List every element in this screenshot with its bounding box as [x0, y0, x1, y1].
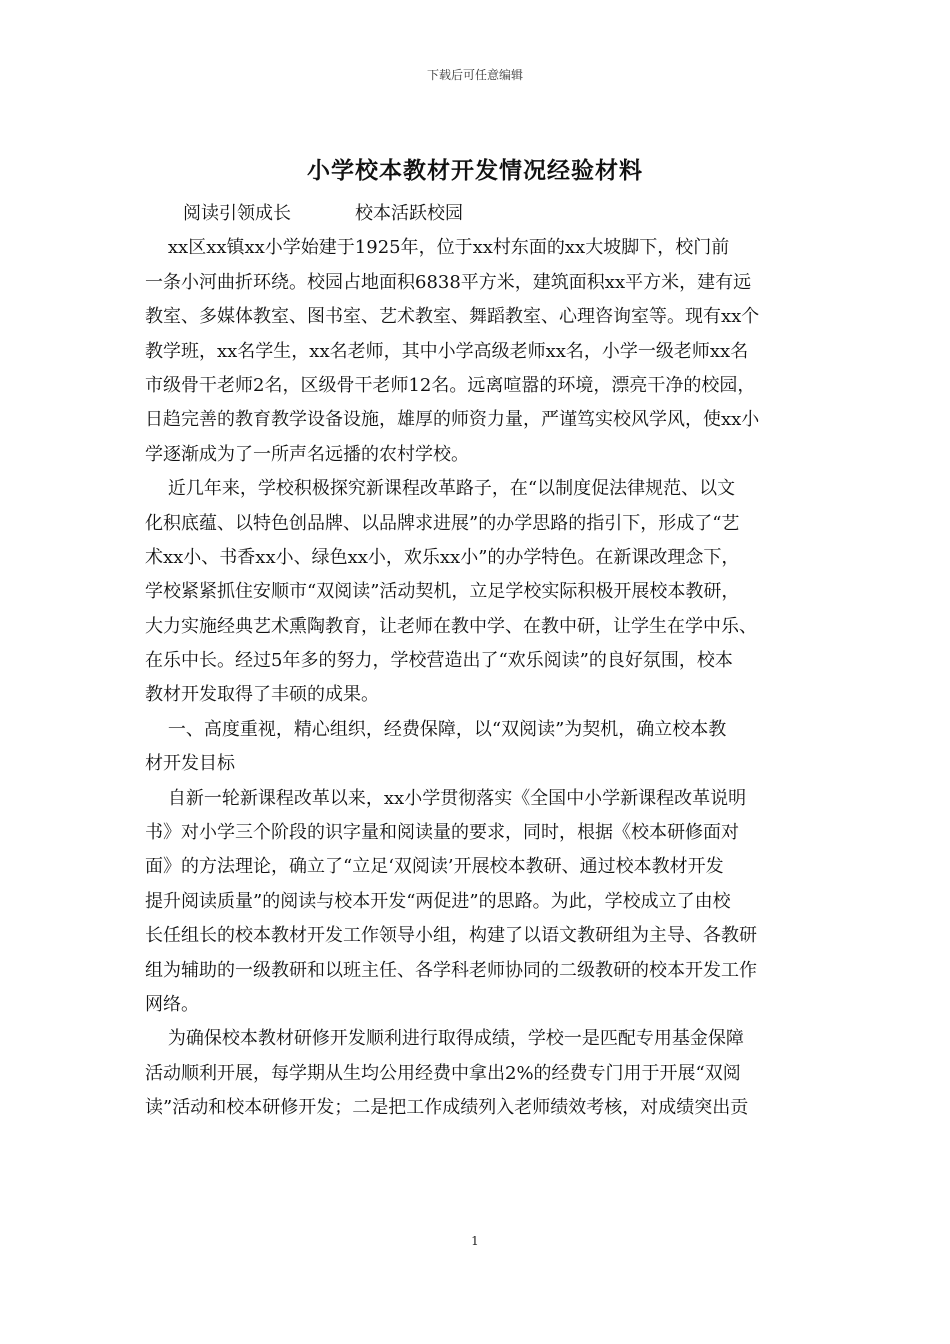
body-line: 网络。	[145, 993, 199, 1015]
body-line: 一条小河曲折环绕。校园占地面积6838平方米，建筑面积xx平方米，建有远	[145, 271, 752, 293]
body-line: 日趋完善的教育教学设备设施，雄厚的师资力量，严谨笃实校风学风，使xx小	[145, 409, 760, 431]
body-line: 提升阅读质量”的阅读与校本开发“两促进”的思路。为此，学校成立了由校	[145, 890, 731, 912]
body-line: 材开发目标	[145, 753, 235, 775]
body-line: 近几年来，学校积极探究新课程改革路子，在“以制度促法律规范、以文	[145, 478, 736, 500]
body-line: 术xx小、书香xx小、绿色xx小，欢乐xx小”的办学特色。在新课改理念下，	[145, 546, 740, 568]
subtitle-left: 阅读引领成长	[183, 203, 291, 224]
body-lines	[145, 231, 807, 1125]
body-line: 活动顺利开展，每学期从生均公用经费中拿出2%的经费专门用于开展“双阅	[145, 1062, 741, 1084]
document-title: 小学校本教材开发情况经验材料	[307, 157, 643, 184]
body-line: 自新一轮新课程改革以来，xx小学贯彻落实《全国中小学新课程改革说明	[145, 787, 747, 809]
body-line: 学逐渐成为了一所声名远播的农村学校。	[145, 443, 469, 465]
body-line: xx区xx镇xx小学始建于1925年，位于xx村东面的xx大坡脚下，校门前	[145, 237, 730, 259]
body-line: 一、高度重视，精心组织，经费保障，以“双阅读”为契机，确立校本教	[145, 718, 727, 740]
body-line: 市级骨干老师2名，区级骨干老师12名。远离喧嚣的环境，漂亮干净的校园，	[145, 374, 756, 396]
body-line: 书》对小学三个阶段的识字量和阅读量的要求，同时，根据《校本研修面对	[145, 822, 739, 844]
body-line: 在乐中长。经过5年多的努力，学校营造出了“欢乐阅读”的良好氛围，校本	[145, 650, 733, 672]
subtitle-right: 校本活跃校园	[355, 203, 463, 224]
page-number: 1	[471, 1234, 479, 1248]
body-line: 教学班，xx名学生，xx名老师，其中小学高级老师xx名，小学一级老师xx名	[145, 340, 749, 362]
body-line: 学校紧紧抓住安顺市“双阅读”活动契机，立足学校实际积极开展校本教研，	[145, 581, 740, 603]
subtitle	[145, 197, 807, 231]
body-line: 教室、多媒体教室、图书室、艺术教室、舞蹈教室、心理咨询室等。现有xx个	[145, 306, 760, 328]
body-line: 教材开发取得了丰硕的成果。	[145, 684, 379, 706]
body-line: 长任组长的校本教材开发工作领导小组，构建了以语文教研组为主导、各教研	[145, 925, 757, 947]
body-line: 读”活动和校本研修开发；二是把工作成绩列入老师绩效考核，对成绩突出贡	[145, 1097, 749, 1119]
body-line: 面》的方法理论，确立了“立足‘双阅读’开展校本教研、通过校本教材开发	[145, 856, 724, 878]
document-body	[145, 197, 807, 1126]
body-line: 大力实施经典艺术熏陶教育，让老师在教中学、在教中研，让学生在学中乐、	[145, 615, 757, 637]
body-line: 为确保校本教材研修开发顺利进行取得成绩，学校一是匹配专用基金保障	[145, 1028, 744, 1050]
body-line: 化积底蕴、以特色创品牌、以品牌求进展”的办学思路的指引下，形成了“艺	[145, 512, 740, 534]
header-note: 下载后可任意编辑	[426, 68, 523, 82]
body-line: 组为辅助的一级教研和以班主任、各学科老师协同的二级教研的校本开发工作	[145, 959, 757, 981]
